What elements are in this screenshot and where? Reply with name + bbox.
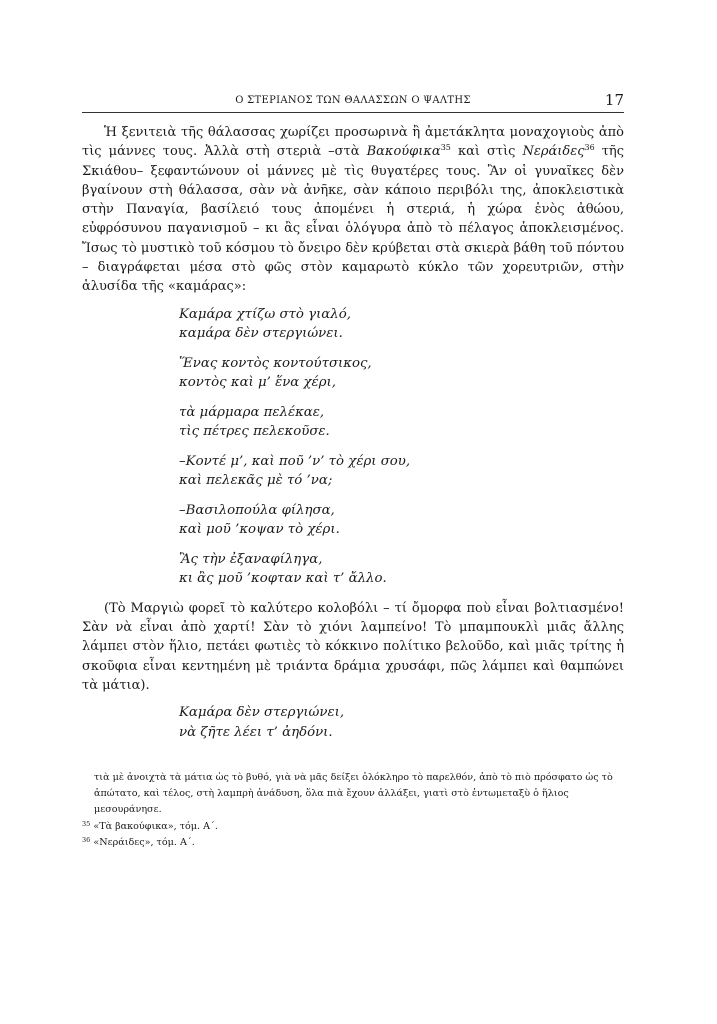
stanza <box>179 452 624 491</box>
footnote-number: 35 <box>82 819 91 828</box>
footnote-ref: 35 <box>440 143 451 153</box>
verse-line: τὶς πέτρες πελεκοῦσε. <box>179 424 330 440</box>
verse-line: καὶ πελεκᾶς μὲ τό ’να; <box>179 473 333 489</box>
footnote-number: 36 <box>82 835 91 844</box>
verse-line: Ἂς τὴν ἐξαναφίληγα, <box>179 551 323 567</box>
footnote <box>82 835 624 851</box>
page-number: 17 <box>604 91 624 109</box>
verse-line: τὰ μάρμαρα πελέκαε, <box>179 404 325 420</box>
verse-line: Καμάρα χτίζω στὸ γιαλό, <box>179 306 351 322</box>
footnote-text: «Νεράιδες», τόμ. Α΄. <box>93 836 195 848</box>
paragraph <box>82 123 624 297</box>
footnote-ref: 36 <box>584 143 595 153</box>
poem <box>179 305 624 589</box>
verse-line: καὶ μοῦ ’κοψαν τὸ χέρι. <box>179 522 340 538</box>
verse-line: κοντὸς καὶ μ’ ἕνα χέρι, <box>179 375 336 391</box>
verse-line: καμάρα δὲν στεργιώνει. <box>179 326 343 342</box>
italic-term: Νεράιδες <box>522 144 585 160</box>
footnote-continuation: τιὰ μὲ ἀνοιχτὰ τὰ μάτια ὡς τὸ βυθό, γιὰ νὰ μᾶς δείξει ὁλόκληρο τὸ παρελθόν, ἀπὸ τὸ πιὸ πρόσφατο ὡς τὸ ἀπώτατο, καὶ τέλος, στὴ λαμπρὴ ἀνάδυση, ὅλα πιὰ ἔχουν ἀλλάξει, γιατὶ στὸ ἐντωμεταξὺ ὁ ἥλιος μεσουράνησε. <box>94 772 613 816</box>
stanza <box>179 305 624 344</box>
verse-line: –Κοντέ μ’, καὶ ποῦ ’ν’ τὸ χέρι σου, <box>179 453 411 469</box>
paragraph: (Τὸ Μαργιὼ φορεῖ τὸ καλύτερο κολοβόλι – τί ὄμορφα ποὺ εἶναι βολτιασμένο! Σὰν νὰ εἶναι ἀπὸ χαρτί! Σὰν τὸ χιόνι λαμπείνο! Τὸ μπαμπουκλὶ μιᾶς ἄλλης λάμπει στὸν ἥλιο, πετάει φωτιὲς τὸ κόκκινο πολίτικο βελοῦδο, καὶ μιᾶς τρίτης ἡ σκοῦφια εἶναι κεντημένη μὲ τριάντα δράμια χρυσάφι, πῶς λάμπει καὶ θαμπώνει τὰ μάτια). <box>82 600 624 693</box>
running-header <box>82 90 624 113</box>
main-text <box>82 123 624 752</box>
verse-line: νὰ ζῆτε λέει τ’ ἀηδόνι. <box>179 724 333 740</box>
paragraph-text: καὶ στὶς <box>450 144 523 160</box>
stanza <box>179 354 624 393</box>
paragraph-text: τῆς Σκιάθου– ξεφαντώνουν οἱ μάννες μὲ τὶς θυγατέρες τους. Ἂν οἱ γυναῖκες δὲν βγαίνουν στὴ θάλασσα, σὰν νὰ ἀνῆκε, σὰν κάποιο περιβόλι της, ἀποκλειστικὰ στὴν Παναγία, βασίλειό τους ἀπομένει ἡ στεριά, ἡ χώρα ἑνὸς ἀθώου, εὐφρόσυνου παγανισμοῦ – κι ἂς εἶναι ὁλόγυρα ἀπὸ τὸ πέλαγος ἀποκλεισμένος. Ἴσως τὸ μυστικὸ τοῦ κόσμου τὸ ὄνειρο δὲν κρύβεται στὰ σκιερὰ βάθη τοῦ πόντου – διαγράφεται μέσα στὸ φῶς στὸν καμαρωτὸ κύκλο τῶν χορευτριῶν, στὴν ἁλυσίδα τῆς «καμάρας»: <box>82 144 625 295</box>
verse-line: Ἕνας κοντὸς κοντούτσικος, <box>179 355 372 371</box>
stanza <box>179 403 624 442</box>
footnote <box>82 819 624 835</box>
poem <box>179 703 624 742</box>
footnotes <box>82 770 624 851</box>
verse-line: Καμάρα δὲν στεργιώνει, <box>179 705 345 721</box>
stanza <box>179 703 624 742</box>
stanza <box>179 550 624 589</box>
verse-line: κι ἂς μοῦ ’κοφταν καὶ τ’ ἄλλο. <box>179 571 387 587</box>
running-head-title: Ο ΣΤΕΡΙΑΝΟΣ ΤΩΝ ΘΑΛΑΣΣΩΝ Ο ΨΑΛΤΗΣ <box>235 95 471 106</box>
italic-term: Βακούφικα <box>366 144 441 160</box>
verse-line: –Βασιλοπούλα φίλησα, <box>179 502 335 518</box>
paragraph-text: Ἡ ξενιτειὰ τῆς θάλασσας χωρίζει προσωρινὰ ἢ ἀμετάκλητα μοναχογιοὺς ἀπὸ τὶς μάννες τους. Ἀλλὰ στὴ στεριὰ –στὰ <box>82 125 624 160</box>
stanza <box>179 501 624 540</box>
footnote-text: «Τὰ βακούφικα», τόμ. Α΄. <box>93 820 218 832</box>
